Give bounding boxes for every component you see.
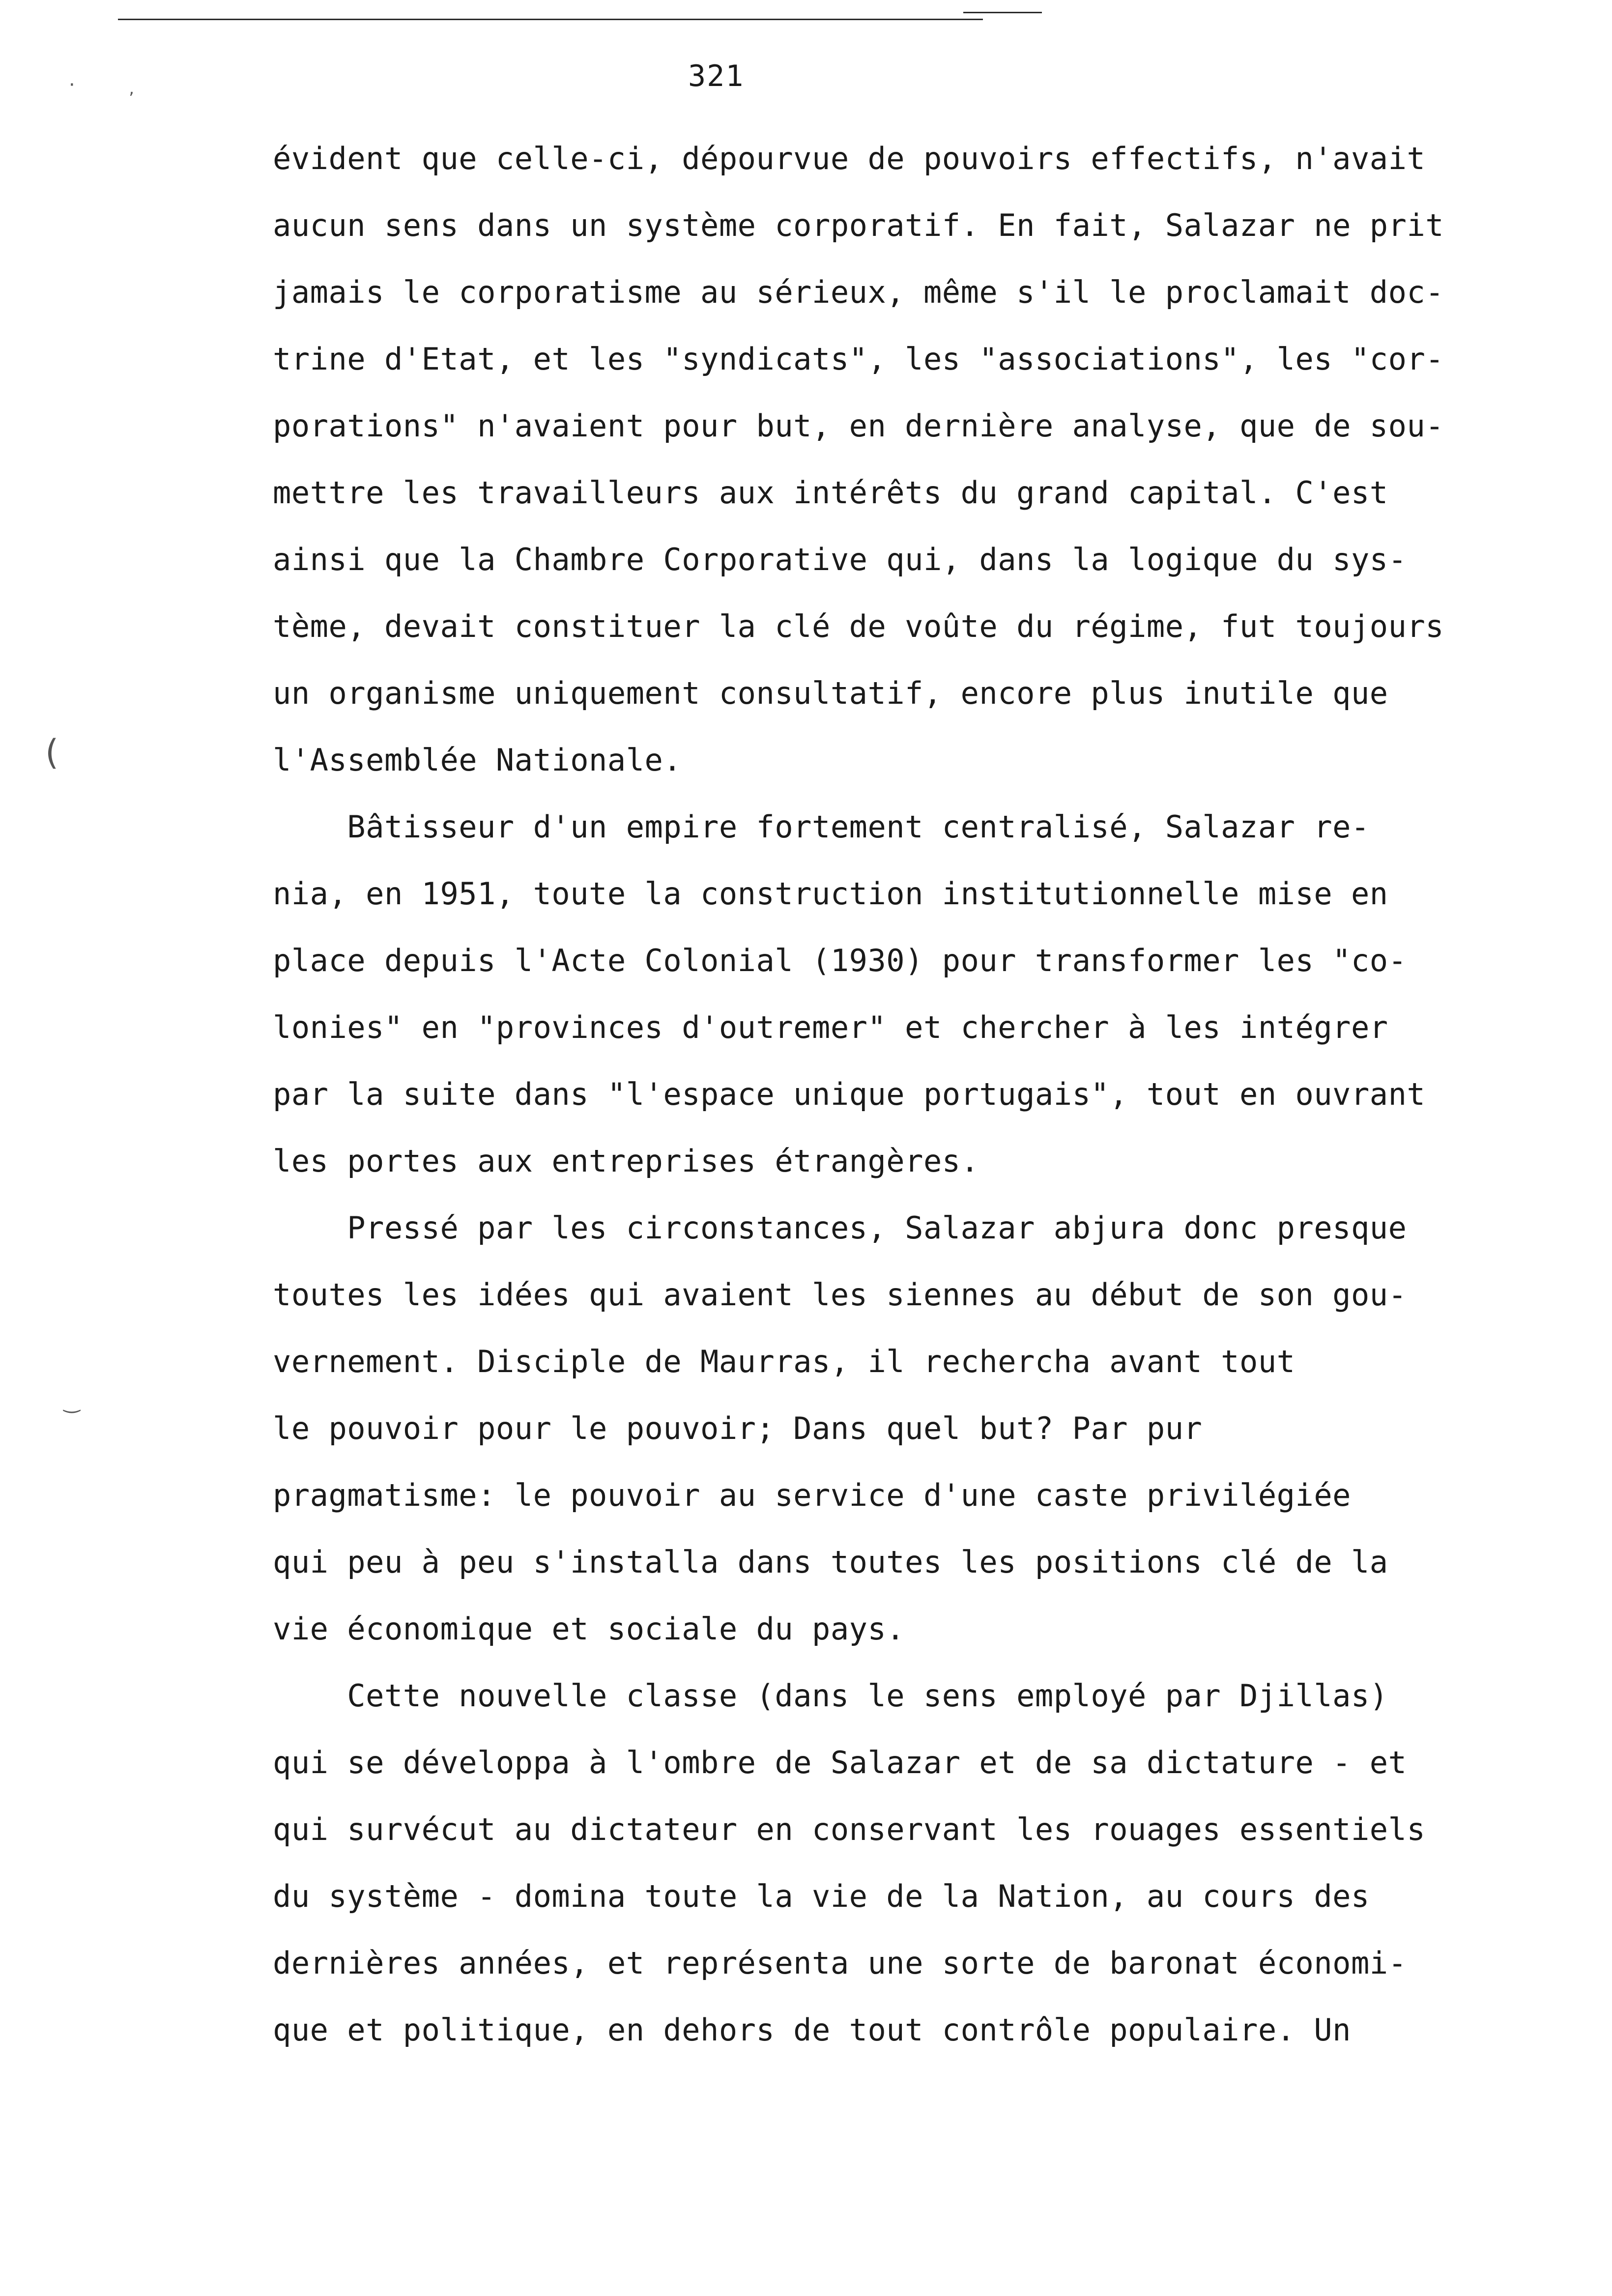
text-line: toutes les idées qui avaient les siennes au début de son gou-: [273, 1277, 1407, 1313]
text-line: Bâtisseur d'un empire fortement centralisé, Salazar re-: [273, 809, 1370, 845]
text-line: place depuis l'Acte Colonial (1930) pour transformer les "co-: [273, 943, 1407, 978]
text-line: jamais le corporatisme au sérieux, même s'il le proclamait doc-: [273, 274, 1444, 310]
text-line: porations" n'avaient pour but, en dernière analyse, que de sou-: [273, 408, 1444, 444]
page-number: 321: [688, 59, 745, 93]
margin-dot-mark: ‚: [129, 79, 134, 98]
text-line: Pressé par les circonstances, Salazar abjura donc presque: [273, 1210, 1407, 1246]
text-line: pragmatisme: le pouvoir au service d'une caste privilégiée: [273, 1477, 1351, 1513]
text-line: l'Assemblée Nationale.: [273, 742, 682, 778]
text-line: le pouvoir pour le pouvoir; Dans quel but? Par pur: [273, 1410, 1203, 1446]
text-line: vernement. Disciple de Maurras, il rechercha avant tout: [273, 1344, 1295, 1379]
text-line: qui peu à peu s'installa dans toutes les positions clé de la: [273, 1544, 1388, 1580]
text-line: trine d'Etat, et les "syndicats", les "associations", les "cor-: [273, 341, 1444, 377]
margin-bracket-mark: (: [45, 732, 59, 773]
text-line: ainsi que la Chambre Corporative qui, dans la logique du sys-: [273, 542, 1407, 577]
text-line: du système - domina toute la vie de la Nation, au cours des: [273, 1878, 1370, 1914]
text-line: qui survécut au dictateur en conservant les rouages essentiels: [273, 1811, 1426, 1847]
text-line: par la suite dans "l'espace unique portugais", tout en ouvrant: [273, 1076, 1426, 1112]
text-line: vie économique et sociale du pays.: [273, 1611, 905, 1647]
margin-dot-mark: ·: [69, 74, 75, 96]
text-line: aucun sens dans un système corporatif. En fait, Salazar ne prit: [273, 207, 1444, 243]
text-line: que et politique, en dehors de tout contrôle populaire. Un: [273, 2012, 1351, 2048]
margin-dash-mark: ‿: [64, 1391, 80, 1413]
text-line: nia, en 1951, toute la construction institutionnelle mise en: [273, 876, 1388, 912]
text-line: qui se développa à l'ombre de Salazar et de sa dictature - et: [273, 1745, 1407, 1780]
text-line: tème, devait constituer la clé de voûte du régime, fut toujours: [273, 608, 1444, 644]
typed-body-text: [273, 125, 1600, 2064]
text-line: mettre les travailleurs aux intérêts du grand capital. C'est: [273, 475, 1388, 511]
top-rule-fragment: [963, 12, 1042, 13]
text-line: évident que celle-ci, dépourvue de pouvoirs effectifs, n'avait: [273, 141, 1426, 176]
text-line: dernières années, et représenta une sorte de baronat économi-: [273, 1945, 1407, 1981]
top-rule: [118, 19, 983, 20]
text-line: les portes aux entreprises étrangères.: [273, 1143, 979, 1179]
text-line: lonies" en "provinces d'outremer" et chercher à les intégrer: [273, 1009, 1388, 1045]
text-line: Cette nouvelle classe (dans le sens employé par Djillas): [273, 1678, 1388, 1714]
text-line: un organisme uniquement consultatif, encore plus inutile que: [273, 675, 1388, 711]
